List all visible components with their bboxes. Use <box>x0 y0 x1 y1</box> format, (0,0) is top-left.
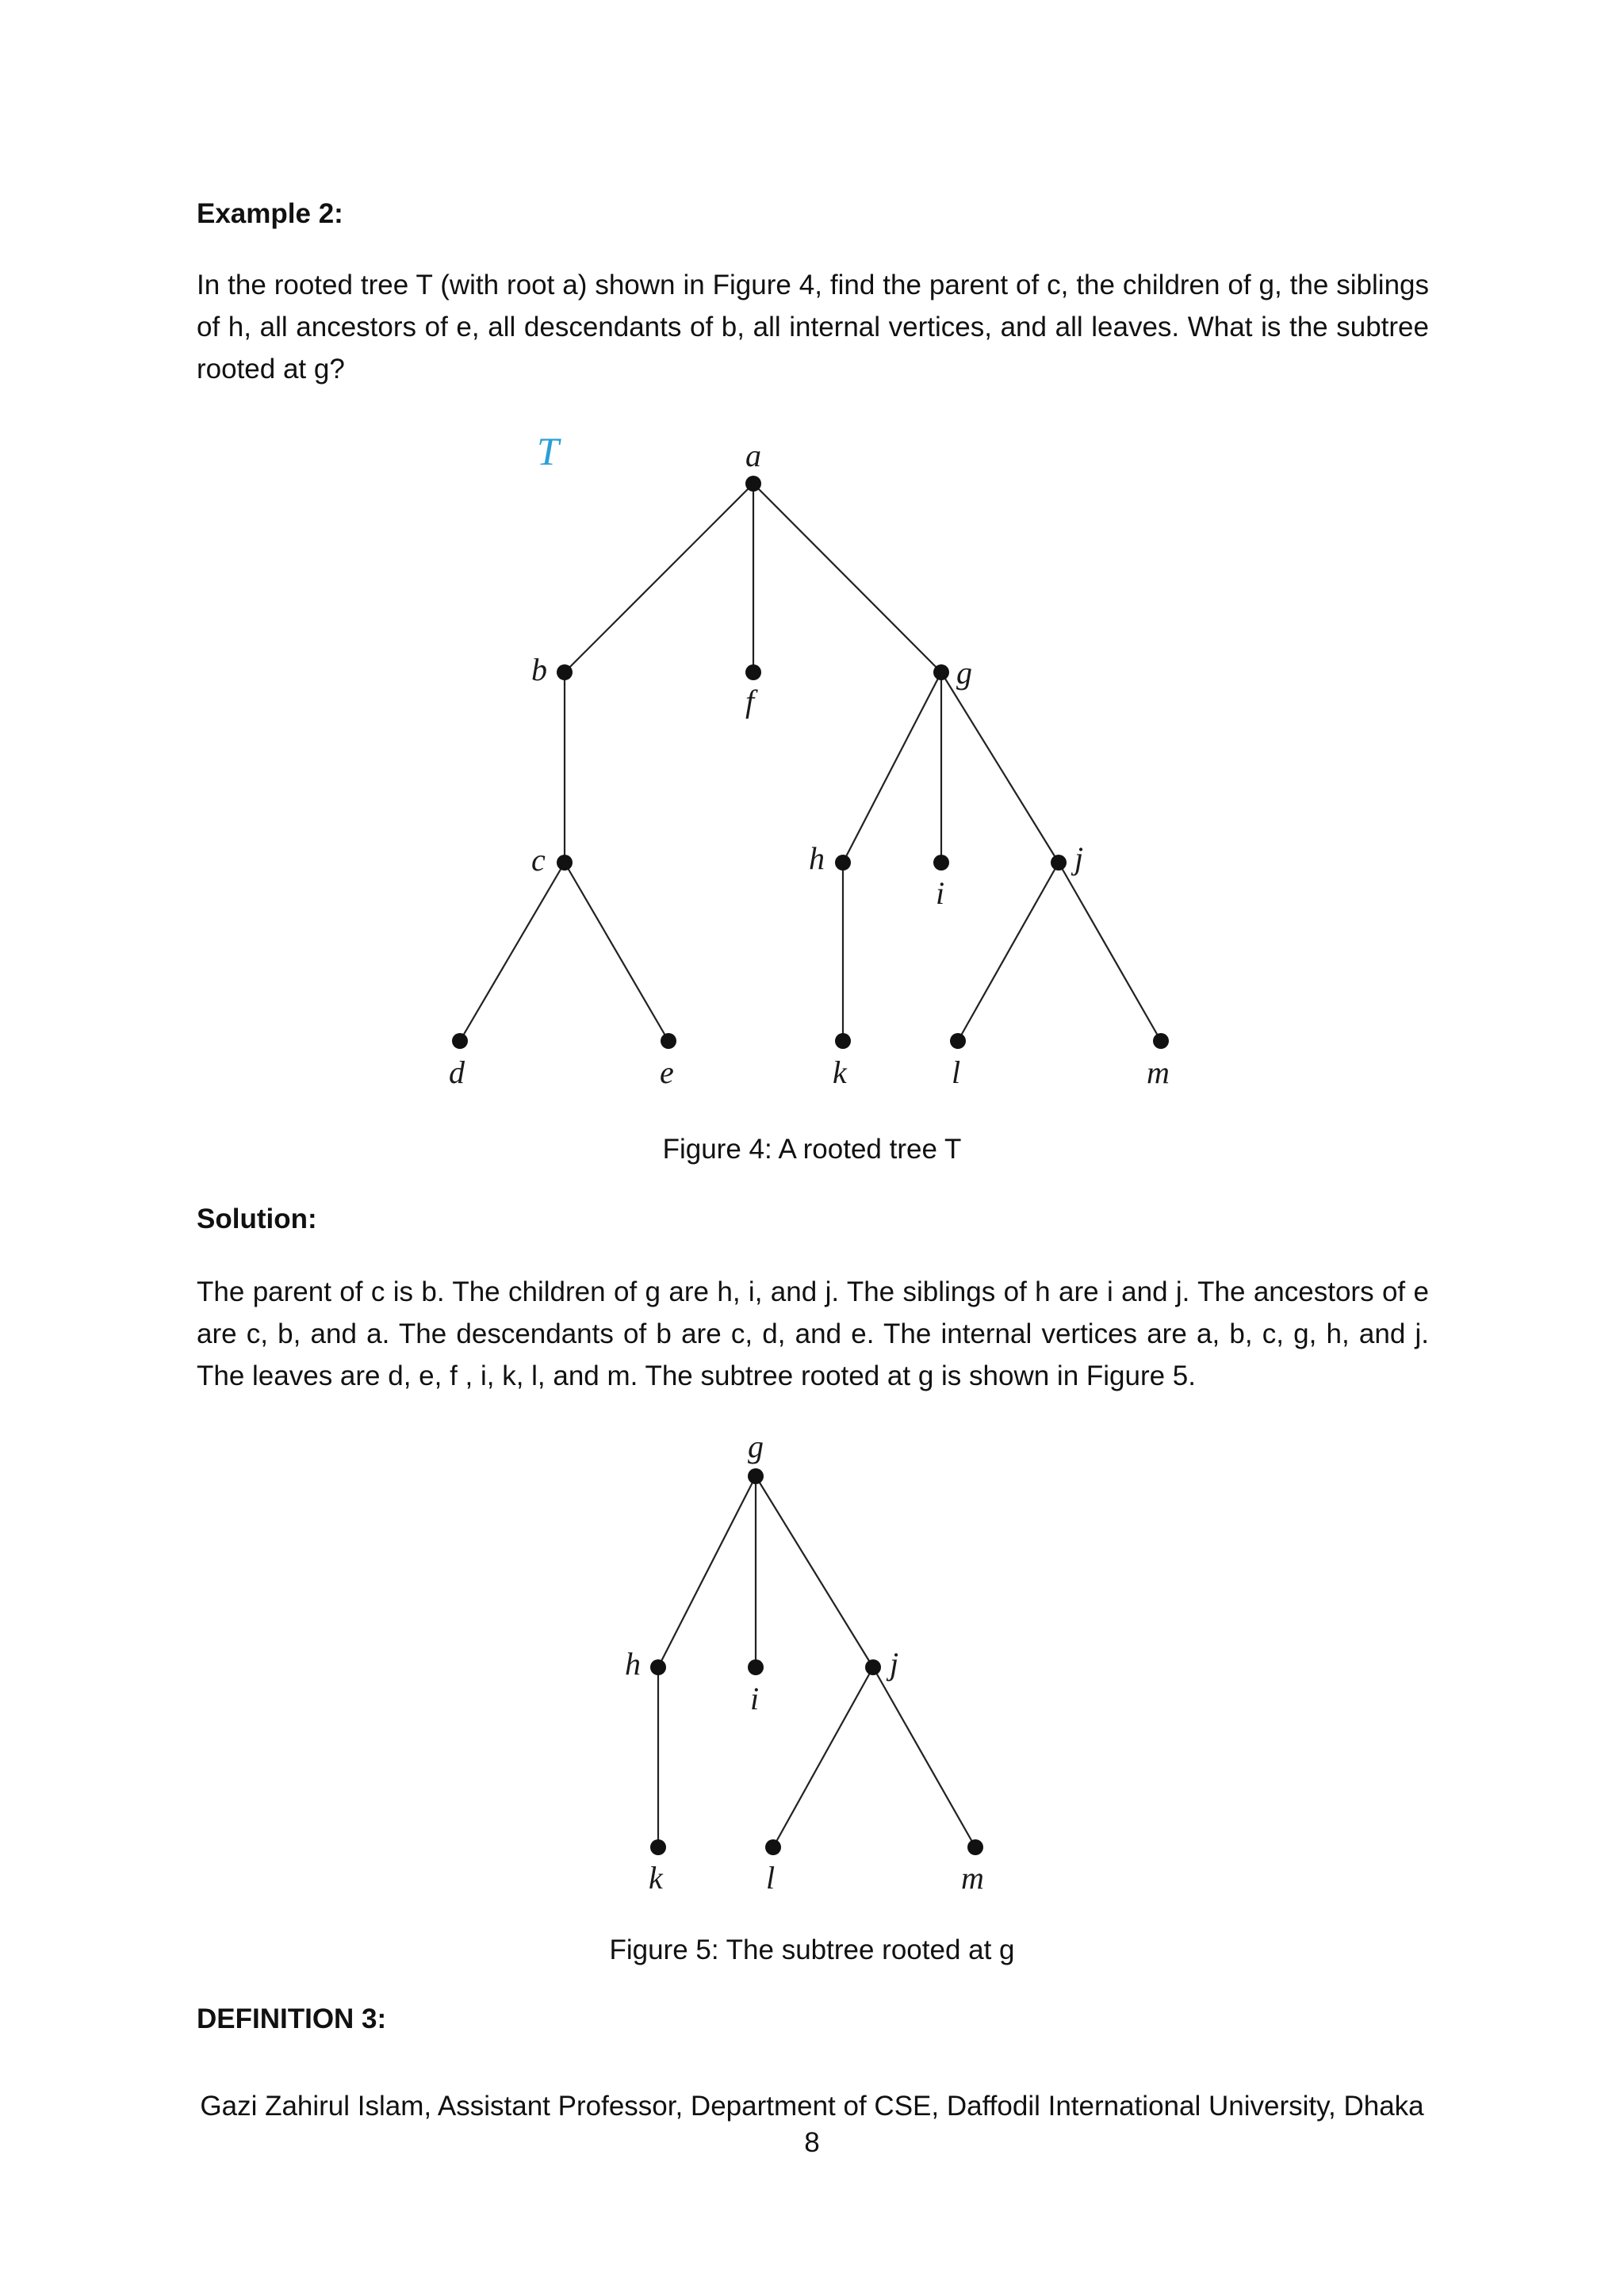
label5-j: j <box>890 1646 899 1682</box>
page-number: 8 <box>804 2127 820 2158</box>
figure5-labels <box>625 1429 984 1896</box>
vertex5-m <box>967 1839 983 1855</box>
label-m: m <box>1147 1054 1170 1090</box>
label5-k: k <box>649 1860 663 1896</box>
label-i: i <box>936 875 945 911</box>
label5-h: h <box>625 1646 641 1682</box>
edge5-g-h <box>658 1476 756 1667</box>
label-d: d <box>449 1054 465 1090</box>
label5-g: g <box>748 1429 764 1464</box>
label-k: k <box>833 1054 847 1090</box>
vertex5-j <box>865 1659 881 1675</box>
solution-heading: Solution: <box>197 1203 317 1234</box>
label-e: e <box>660 1054 674 1090</box>
edge5-j-l <box>773 1667 873 1847</box>
label-l: l <box>952 1054 961 1090</box>
label-g: g <box>956 655 972 691</box>
example-heading: Example 2: <box>197 198 343 229</box>
vertex5-h <box>650 1659 666 1675</box>
label5-i: i <box>750 1681 760 1716</box>
label-h: h <box>809 840 825 876</box>
edge5-g-j <box>756 1476 873 1667</box>
label-j: j <box>1074 840 1084 876</box>
label-c: c <box>531 842 546 878</box>
label-f: f <box>745 683 755 719</box>
figure5-edges <box>658 1476 975 1847</box>
label-b: b <box>531 652 547 687</box>
vertex5-l <box>765 1839 781 1855</box>
label5-l: l <box>766 1860 776 1896</box>
figure5-caption: Figure 5: The subtree rooted at g <box>609 1934 1015 1965</box>
vertex5-g <box>748 1468 764 1484</box>
definition-heading: DEFINITION 3: <box>197 2003 387 2034</box>
solution-text: The parent of c is b. The children of g are h, i, and j. The siblings of h are i and j. The ancestors of e are c, b, and a. The descendants of b are c, d, and e. The internal vertices are a, b, c, g, h, and j. The leaves are d, e, f , i, k, l, and m. The subtree rooted at g is shown in Figure 5. <box>197 1276 1429 1391</box>
vertex5-k <box>650 1839 666 1855</box>
example-question: In the rooted tree T (with root a) shown in Figure 4, find the parent of c, the children of g, the siblings of h, all ancestors of e, all descendants of b, all internal vertices, and all leaves. What is the subtree rooted at g? <box>197 270 1429 385</box>
label5-m: m <box>961 1860 984 1896</box>
edge5-j-m <box>873 1667 975 1847</box>
label-a: a <box>745 438 761 473</box>
vertex5-i <box>748 1659 764 1675</box>
figure4-caption: Figure 4: A rooted tree T <box>662 1134 962 1165</box>
figure5-vertices <box>650 1468 983 1855</box>
tree-name-label: T <box>537 429 559 473</box>
footer-author: Gazi Zahirul Islam, Assistant Professor, Department of CSE, Daffodil International University, Dhaka <box>200 2091 1424 2122</box>
